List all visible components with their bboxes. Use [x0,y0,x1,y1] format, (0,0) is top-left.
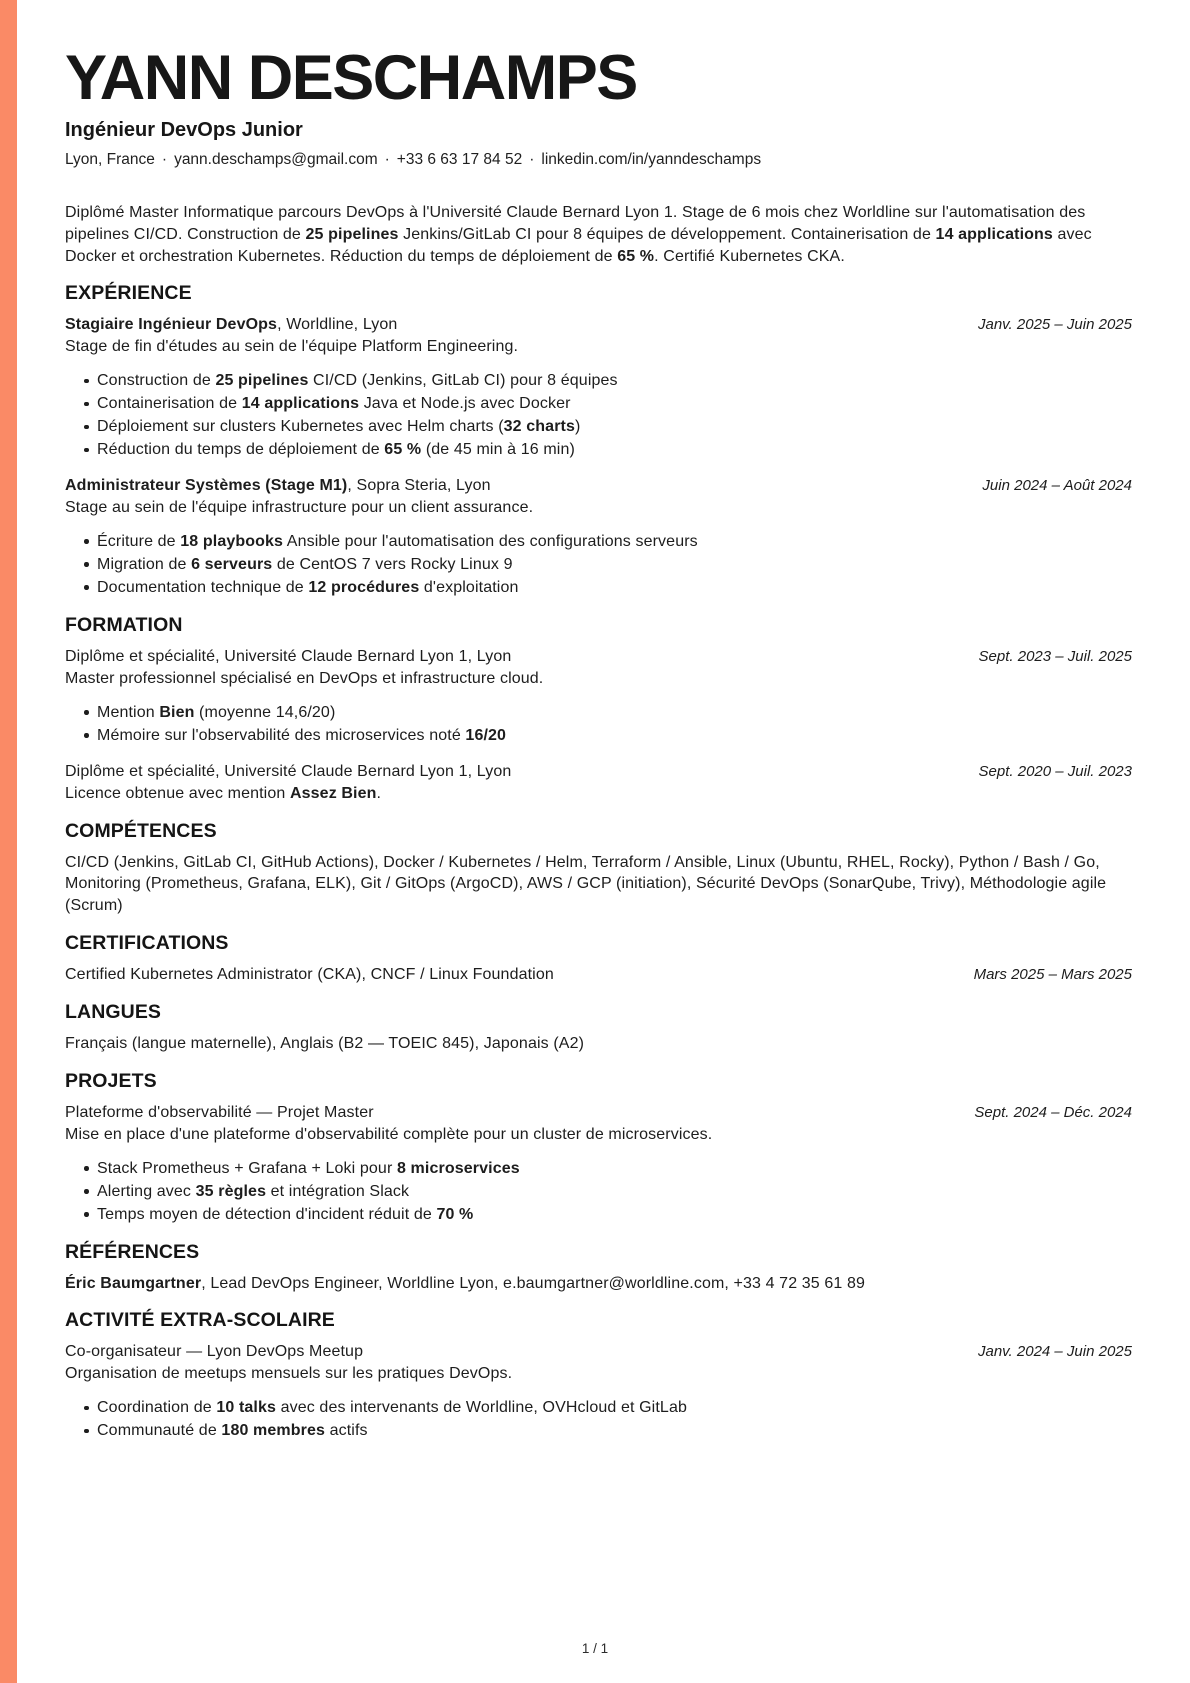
bullet-item [97,438,1132,461]
bullet-item [97,1419,1132,1442]
bullet-item [97,1157,1132,1180]
highlight-metric: 25 pipelines [215,372,309,390]
text-segment: d'exploitation [419,578,519,596]
highlight-metric: 16/20 [465,726,507,744]
text-segment: Mémoire sur l'observabilité des microservices noté [97,726,466,744]
contact-separator: · [529,151,535,168]
text-segment: Certified Kubernetes Administrator (CKA), CNCF / Linux Foundation [65,965,554,983]
contact-item: yann.deschamps@gmail.com [174,151,378,168]
text-segment: Stage de fin d'études au sein de l'équipe Platform Engineering. [65,338,519,356]
text-segment: Alerting avec [97,1182,196,1200]
section-competences [65,820,1132,917]
text-segment: Ansible pour l'automatisation des configurations serveurs [283,532,698,550]
entry-subtitle [65,668,1132,690]
entry-date: Janv. 2024 – Juin 2025 [977,1343,1132,1361]
text-segment: Coordination de [97,1399,217,1417]
entry-date: Sept. 2024 – Déc. 2024 [974,1103,1132,1121]
text-segment: Master professionnel spécialisé en DevOps et infrastructure cloud. [65,669,544,687]
entry [65,1341,1132,1442]
bullet-list [65,369,1132,461]
highlight-metric: 65 % [384,441,422,459]
entry-head [65,761,1132,783]
section-certifications [65,932,1132,986]
highlight-metric: Assez Bien [289,784,377,802]
entry-head [65,475,1132,497]
text-segment: Écriture de [97,532,181,550]
entry-head [65,646,1132,668]
entry [65,1033,1132,1055]
bullet-list [65,701,1132,747]
text-segment: , Worldline, Lyon [277,316,398,334]
section-paragraph [65,1033,1132,1055]
highlight-metric: Stagiaire Ingénieur DevOps [65,316,278,334]
text-segment: Jenkins/GitLab CI pour 8 équipes de développement. Containerisation de [398,225,936,243]
highlight-metric: 180 membres [221,1422,326,1440]
text-segment: Déploiement sur clusters Kubernetes avec Helm charts ( [97,418,504,436]
contact-line [65,151,1132,169]
entry-subtitle [65,336,1132,358]
text-segment: de CentOS 7 vers Rocky Linux 9 [272,555,513,573]
contact-item: linkedin.com/in/yanndeschamps [541,151,762,168]
text-segment: Organisation de meetups mensuels sur les pratiques DevOps. [65,1365,513,1383]
contact-item: Lyon, France [65,151,155,168]
highlight-metric: Administrateur Systèmes (Stage M1) [65,477,348,495]
section-title: PROJETS [65,1069,157,1092]
bullet-list [65,1396,1132,1442]
highlight-metric: Bien [159,703,195,721]
resume-content [65,0,1132,1447]
text-segment: Stack Prometheus + Grafana + Loki pour [97,1159,397,1177]
contact-separator: · [161,151,168,168]
entry-head [65,314,1132,336]
entry-head [65,964,1132,986]
text-segment: , Lead DevOps Engineer, Worldline Lyon, e.baumgartner@worldline.com, +33 4 72 35 61 89 [201,1274,866,1292]
resume-body [65,282,1132,1442]
highlight-metric: 18 playbooks [180,532,284,550]
section-langues [65,1001,1132,1055]
bullet-item [97,724,1132,747]
section-title: ACTIVITÉ EXTRA-SCOLAIRE [65,1309,335,1332]
contact-item: +33 6 63 17 84 52 [396,151,523,168]
bullet-list [65,530,1132,599]
section-title: RÉFÉRENCES [65,1240,200,1263]
bullet-item [97,415,1132,438]
entry-date: Sept. 2023 – Juil. 2025 [978,647,1132,665]
text-segment: Réduction du temps de déploiement de [97,441,385,459]
text-segment: CI/CD (Jenkins, GitLab CI, GitHub Actions), Docker / Kubernetes / Helm, Terraform / Ansible, Linux (Ubuntu, RHEL, Rocky), Python / Bash / Go, Monitoring (Prometheus, Grafana, ELK), Git / GitOps (ArgoCD), AWS / GCP (initiation), Sécurité DevOps (SonarQube, Trivy), Méthodologie agile (Scrum) [65,853,1107,915]
highlight-metric: 35 règles [195,1182,267,1200]
section-title: FORMATION [65,613,183,636]
highlight-metric: 6 serveurs [191,555,273,573]
highlight-metric: 32 charts [503,418,576,436]
text-segment: avec Docker et orchestration Kubernetes. Réduction du temps de déploiement de [65,225,1092,265]
entry [65,314,1132,461]
text-segment: Migration de [97,555,192,573]
page-number: 1 / 1 [581,1641,609,1656]
entry-date: Sept. 2020 – Juil. 2023 [978,762,1132,780]
accent-stripe [0,0,17,1683]
resume-header [65,43,1132,169]
section-projets [65,1070,1132,1226]
entry-title [65,646,511,668]
entry [65,1273,1132,1295]
bullet-item [97,369,1132,392]
bullet-item [97,576,1132,599]
text-segment: (de 45 min à 16 min) [421,441,575,459]
bullet-list [65,1157,1132,1226]
entry-title [65,1102,374,1124]
highlight-metric: 25 pipelines [305,225,399,243]
section-paragraph [65,1273,1132,1295]
section-title: COMPÉTENCES [65,819,217,842]
entry-subtitle [65,783,1132,805]
text-segment: ) [575,418,581,436]
highlight-metric: 70 % [436,1205,474,1223]
entry-subtitle [65,497,1132,519]
entry-title [65,314,397,336]
text-segment: (moyenne 14,6/20) [194,703,336,721]
bullet-item [97,701,1132,724]
bullet-item [97,553,1132,576]
text-segment: Plateforme d'observabilité — Projet Master [65,1103,374,1121]
entry [65,1102,1132,1226]
text-segment: Java et Node.js avec Docker [359,395,571,413]
bullet-item [97,1180,1132,1203]
text-segment: Français (langue maternelle), Anglais (B2 — TOEIC 845), Japonais (A2) [65,1034,585,1052]
highlight-metric: 10 talks [216,1399,277,1417]
text-segment: Containerisation de [97,395,242,413]
text-segment: Licence obtenue avec mention [65,784,290,802]
person-name: YANN DESCHAMPS [65,43,637,113]
entry [65,852,1132,917]
text-segment: Stage au sein de l'équipe infrastructure pour un client assurance. [65,499,534,517]
text-segment: Mise en place d'une plateforme d'observabilité complète pour un cluster de microservices. [65,1125,713,1143]
text-segment: Diplôme et spécialité, Université Claude Bernard Lyon 1, Lyon [65,647,512,665]
text-segment: Co-organisateur — Lyon DevOps Meetup [65,1343,364,1361]
highlight-metric: 14 applications [241,395,360,413]
text-segment: Documentation technique de [97,578,309,596]
job-title: Ingénieur DevOps Junior [65,119,303,141]
entry-head [65,1102,1132,1124]
text-segment: Temps moyen de détection d'incident réduit de [97,1205,437,1223]
entry-title [65,1341,363,1363]
text-segment: Communauté de [97,1422,222,1440]
entry [65,646,1132,747]
text-segment: et intégration Slack [266,1182,410,1200]
section-experience [65,282,1132,599]
text-segment: . Certifié Kubernetes CKA. [654,247,845,265]
entry-date: Juin 2024 – Août 2024 [982,477,1132,495]
entry-subtitle [65,1363,1132,1385]
section-title: CERTIFICATIONS [65,931,229,954]
entry-subtitle [65,1124,1132,1146]
highlight-metric: 14 applications [935,225,1053,243]
text-segment: actifs [325,1422,368,1440]
text-segment: Mention [97,703,160,721]
section-paragraph [65,852,1132,917]
highlight-metric: 65 % [617,247,655,265]
text-segment: Construction de [97,372,216,390]
entry [65,964,1132,986]
entry-date: Mars 2025 – Mars 2025 [973,965,1132,983]
text-segment: Diplôme et spécialité, Université Claude Bernard Lyon 1, Lyon [65,762,512,780]
text-segment: Diplômé Master Informatique parcours DevOps à l'Université Claude Bernard Lyon 1. Stage de 6 mois chez Worldline sur l'automatisation des pipelines CI/CD. Construction de [65,204,1086,243]
entry-title [65,475,491,497]
entry-title [65,964,554,986]
section-activite-extra-scolaire [65,1309,1132,1442]
text-segment: avec des intervenants de Worldline, OVHcloud et GitLab [276,1399,687,1417]
entry-head [65,1341,1132,1363]
bullet-item [97,1203,1132,1226]
entry [65,475,1132,599]
text-segment: . [376,784,382,802]
summary-paragraph [65,202,1132,267]
section-title: EXPÉRIENCE [65,282,192,305]
section-references [65,1241,1132,1295]
highlight-metric: 8 microservices [396,1159,520,1177]
bullet-item [97,392,1132,415]
entry-title [65,761,511,783]
section-formation [65,614,1132,805]
entry [65,761,1132,805]
text-segment: CI/CD (Jenkins, GitLab CI) pour 8 équipes [308,372,618,390]
text-segment: , Sopra Steria, Lyon [347,477,491,495]
section-title: LANGUES [65,1000,162,1023]
highlight-metric: 12 procédures [308,578,420,596]
entry-date: Janv. 2025 – Juin 2025 [977,316,1132,334]
contact-separator: · [384,151,390,168]
highlight-metric: Éric Baumgartner [65,1274,202,1292]
bullet-item [97,530,1132,553]
bullet-item [97,1396,1132,1419]
